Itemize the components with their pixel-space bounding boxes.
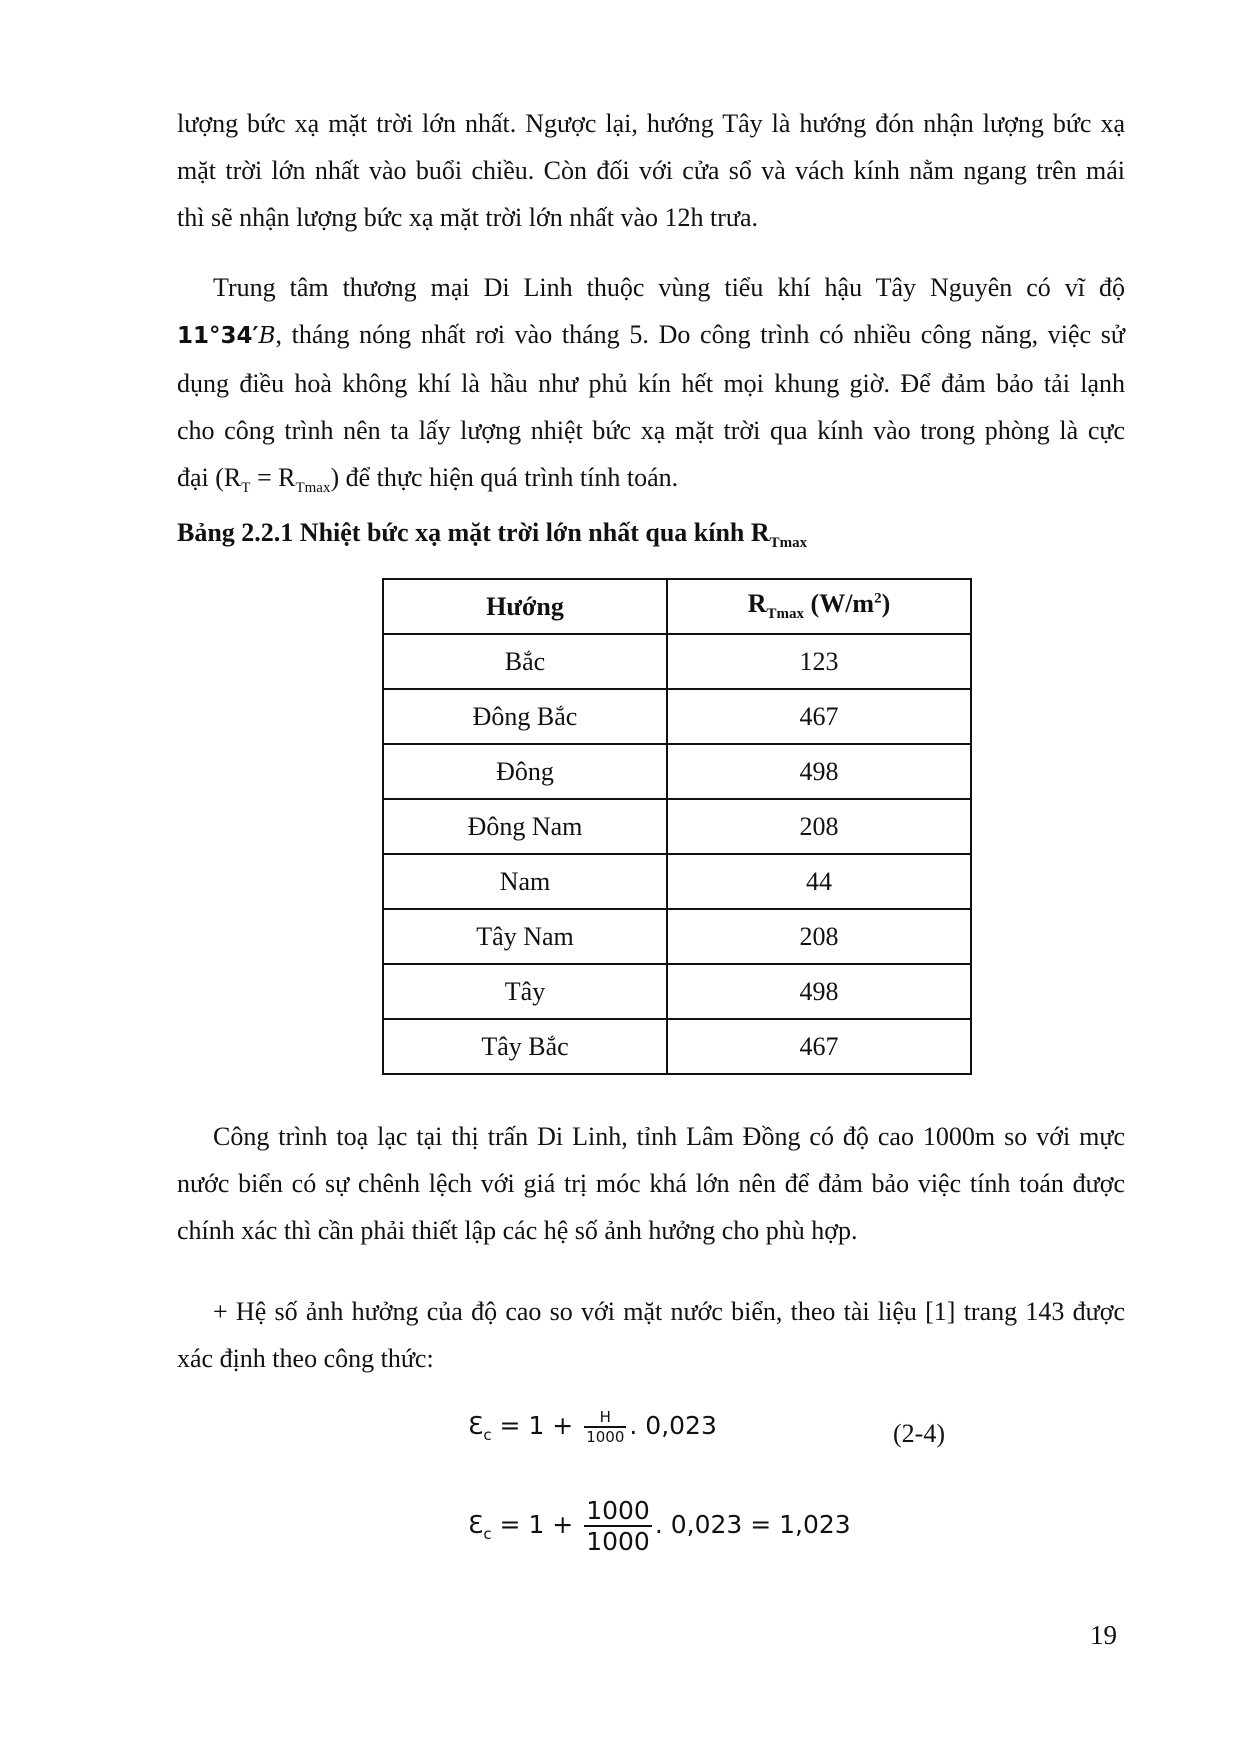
cell-value: 208 xyxy=(667,909,971,964)
paragraph-2-line: cho công trình nên ta lấy lượng nhiệt bức xạ mặt trời qua kính vào trong phòng là cực xyxy=(177,416,1125,445)
paragraph-1-line: thì sẽ nhận lượng bức xạ mặt trời lớn nhất vào 12h trưa. xyxy=(177,203,759,232)
cell-value: 467 xyxy=(667,689,971,744)
paragraph-4 xyxy=(177,1288,1125,1382)
paragraph-3-line: chính xác thì cần phải thiết lập các hệ số ảnh hưởng cho phù hợp. xyxy=(177,1216,858,1245)
rt-equals: = R xyxy=(250,463,296,492)
latitude-unit: B xyxy=(258,323,276,349)
paragraph-2-line xyxy=(177,454,1125,512)
table-row xyxy=(383,799,971,854)
rtmax-subscript: Tmax xyxy=(295,480,331,497)
equation-result xyxy=(468,1496,851,1556)
line5-suffix: ) để thực hiện quá trình tính toán. xyxy=(330,463,679,492)
paragraph-1 xyxy=(177,100,1125,241)
paragraph-2-line xyxy=(177,311,1125,360)
table-row xyxy=(383,634,971,689)
paragraph-1-line: lượng bức xạ mặt trời lớn nhất. Ngược lại, hướng Tây là hướng đón nhận lượng bức xạ xyxy=(177,109,1125,138)
table-caption-sub: Tmax xyxy=(769,535,808,552)
cell-value: 467 xyxy=(667,1019,971,1074)
eq1-op: = 1 + xyxy=(491,1411,582,1440)
equation-number: (2-4) xyxy=(893,1419,945,1448)
cell-direction: Nam xyxy=(383,854,667,909)
rt-subscript: T xyxy=(241,480,251,497)
cell-direction: Tây xyxy=(383,964,667,1019)
header-r: R xyxy=(747,589,767,619)
paragraph-4-line: xác định theo công thức: xyxy=(177,1344,434,1373)
table-caption xyxy=(177,518,807,552)
paragraph-2-line: Trung tâm thương mại Di Linh thuộc vùng tiểu khí hậu Tây Nguyên có vĩ độ xyxy=(213,273,1125,302)
header-close: ) xyxy=(881,589,891,619)
cell-value: 123 xyxy=(667,634,971,689)
cell-direction: Đông Nam xyxy=(383,799,667,854)
paragraph-2 xyxy=(177,264,1125,512)
paragraph-3 xyxy=(177,1113,1125,1254)
cell-direction: Bắc xyxy=(383,634,667,689)
table-row xyxy=(383,854,971,909)
table-row xyxy=(383,689,971,744)
paragraph-4-line: + Hệ số ảnh hưởng của độ cao so với mặt nước biển, theo tài liệu [1] trang 143 được xyxy=(213,1297,1125,1326)
cell-value: 498 xyxy=(667,964,971,1019)
eq1-lhs-sub: c xyxy=(483,1426,492,1444)
eq1-fraction xyxy=(584,1408,626,1446)
page-number: 19 xyxy=(1090,1620,1117,1650)
paragraph-2-line: dụng điều hoà không khí là hầu như phủ kín hết mọi khung giờ. Để đảm bảo tải lạnh xyxy=(177,369,1125,398)
cell-direction: Đông xyxy=(383,744,667,799)
cell-value: 44 xyxy=(667,854,971,909)
table-caption-text: Bảng 2.2.1 Nhiệt bức xạ mặt trời lớn nhất qua kính R xyxy=(177,518,770,547)
eq1-numerator: H xyxy=(584,1408,626,1428)
eq2-tail: . 0,023 = 1,023 xyxy=(654,1510,851,1539)
paragraph-3-line: nước biển có sự chênh lệch với giá trị móc khá lớn nên để đảm bảo việc tính toán được xyxy=(177,1169,1125,1198)
eq2-lhs: Ɛ xyxy=(468,1510,484,1539)
header-unit-sup: 2 xyxy=(874,590,882,607)
cell-direction: Tây Nam xyxy=(383,909,667,964)
table-row xyxy=(383,964,971,1019)
paragraph-2-line-2-rest: , tháng nóng nhất rơi vào tháng 5. Do công trình có nhiều công năng, việc sử xyxy=(275,320,1125,349)
paragraph-1-line: mặt trời lớn nhất vào buổi chiều. Còn đối với cửa sổ và vách kính nằm ngang trên mái xyxy=(177,156,1125,185)
eq2-op: = 1 + xyxy=(491,1510,582,1539)
eq1-tail: . 0,023 xyxy=(629,1411,717,1440)
table-header-row xyxy=(383,579,971,634)
equation-2-4 xyxy=(468,1408,717,1446)
table-row xyxy=(383,744,971,799)
latitude-value: 11°34′ xyxy=(177,323,259,349)
eq1-denominator: 1000 xyxy=(586,1428,625,1446)
cell-direction: Đông Bắc xyxy=(383,689,667,744)
cell-direction: Tây Bắc xyxy=(383,1019,667,1074)
header-unit: (W/m xyxy=(804,589,875,619)
rt-symbol: R xyxy=(223,463,242,492)
table-row xyxy=(383,909,971,964)
eq2-denominator: 1000 xyxy=(586,1527,650,1556)
header-direction: Hướng xyxy=(383,579,667,634)
eq2-fraction xyxy=(584,1496,652,1556)
eq1-lhs: Ɛ xyxy=(468,1411,484,1440)
eq2-lhs-sub: c xyxy=(483,1525,492,1543)
table-row xyxy=(383,1019,971,1074)
line5-prefix: đại ( xyxy=(177,463,224,492)
header-value xyxy=(667,579,971,634)
radiation-table xyxy=(382,578,972,1075)
header-r-sub: Tmax xyxy=(766,606,805,623)
eq2-numerator: 1000 xyxy=(586,1496,650,1525)
cell-value: 208 xyxy=(667,799,971,854)
paragraph-3-line: Công trình toạ lạc tại thị trấn Di Linh, tỉnh Lâm Đồng có độ cao 1000m so với mực xyxy=(213,1122,1125,1151)
cell-value: 498 xyxy=(667,744,971,799)
